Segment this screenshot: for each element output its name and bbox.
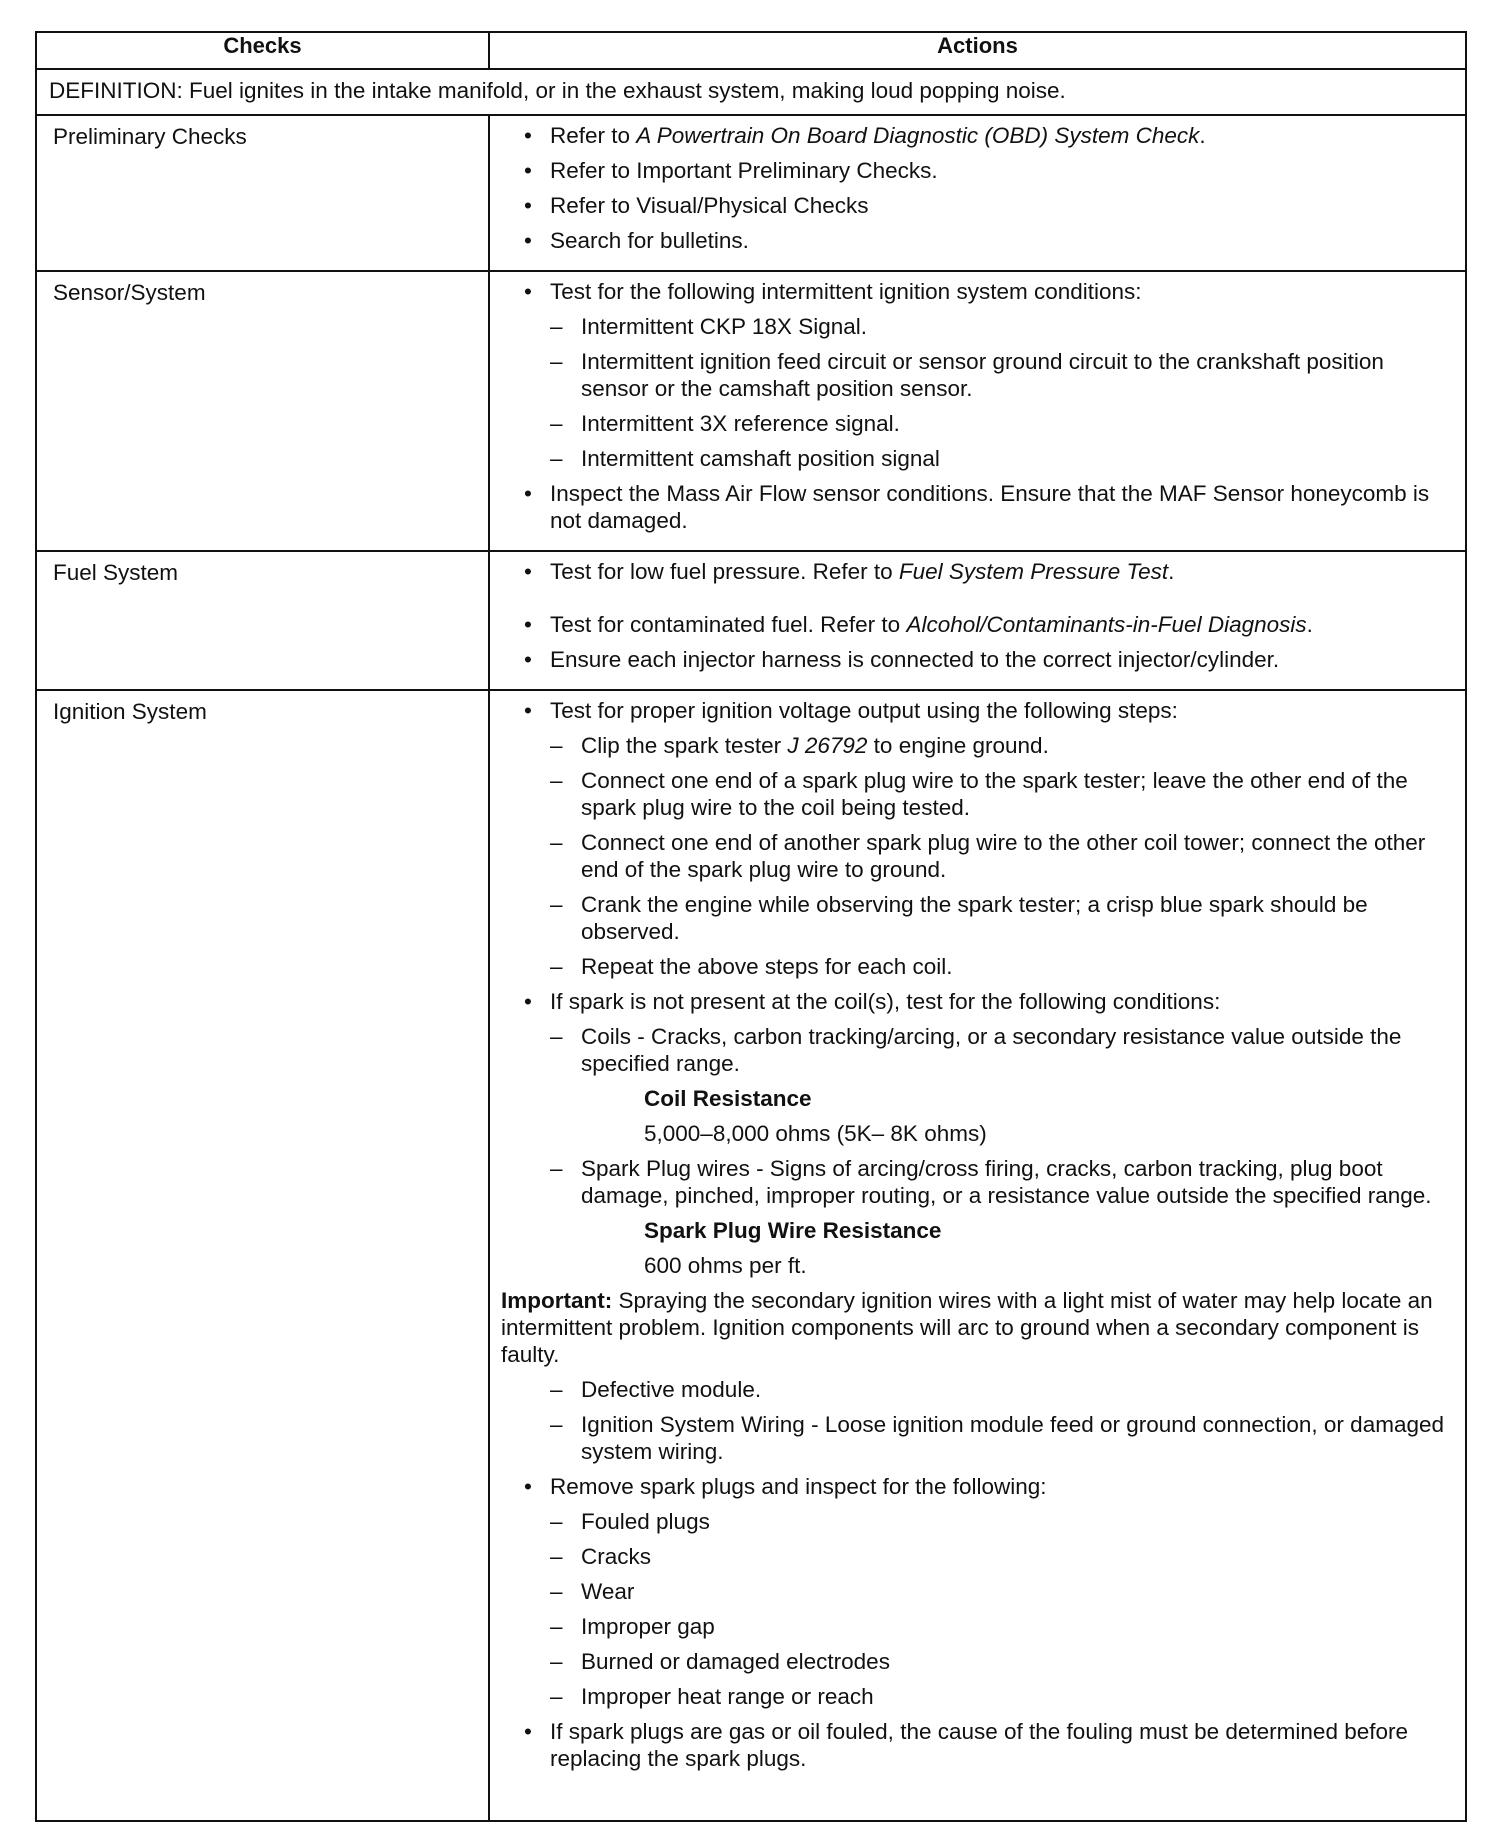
dash-icon: – xyxy=(550,349,563,374)
dash-icon: – xyxy=(550,1579,563,1604)
item-text: Test for low fuel pressure. Refer to xyxy=(550,559,899,584)
item-text: Spraying the secondary ignition wires with a light mist of water may help locate an intermittent problem. Ignition components will arc to ground when a secondary component is faulty. xyxy=(501,1288,1433,1367)
dash-icon: – xyxy=(550,954,563,979)
bullet-icon: • xyxy=(524,158,532,183)
bullet-item xyxy=(490,227,1449,254)
dash-item xyxy=(490,348,1449,402)
bullet-icon: • xyxy=(524,193,532,218)
bullet-icon: • xyxy=(524,559,532,584)
check-row xyxy=(36,690,1466,1821)
bullet-icon: • xyxy=(524,647,532,672)
item-text: If spark is not present at the coil(s), test for the following conditions: xyxy=(550,989,1221,1014)
header-row xyxy=(36,32,1466,69)
item-text: Spark Plug wires - Signs of arcing/cross firing, cracks, carbon tracking, plug boot damage, pinched, improper routing, or a resistance value outside the specified range. xyxy=(581,1156,1432,1208)
bullet-icon: • xyxy=(524,1719,532,1744)
reference-title: Alcohol/Contaminants-in-Fuel Diagnosis xyxy=(906,612,1307,637)
bullet-item xyxy=(490,192,1449,219)
important-label: Important: xyxy=(501,1288,613,1313)
bullet-icon: • xyxy=(524,123,532,148)
check-name: Sensor/System xyxy=(36,271,489,551)
dash-item xyxy=(490,1648,1449,1675)
dash-icon: – xyxy=(550,1649,563,1674)
item-text: Coil Resistance xyxy=(644,1086,812,1111)
item-text-suffix: . xyxy=(1199,123,1206,148)
item-text: Clip the spark tester xyxy=(581,733,788,758)
item-text: If spark plugs are gas or oil fouled, the cause of the fouling must be determined before replacing the spark plugs. xyxy=(550,1719,1409,1771)
item-text-suffix: . xyxy=(1306,612,1313,637)
item-text: Intermittent ignition feed circuit or sensor ground circuit to the crankshaft position sensor or the camshaft position sensor. xyxy=(581,349,1384,401)
check-name: Ignition System xyxy=(36,690,489,1821)
item-text: Refer to Visual/Physical Checks xyxy=(550,193,869,218)
item-text: Intermittent camshaft position signal xyxy=(581,446,940,471)
definition-text: DEFINITION: Fuel ignites in the intake manifold, or in the exhaust system, making loud popping noise. xyxy=(36,69,1466,115)
bullet-item xyxy=(490,558,1449,585)
dash-icon: – xyxy=(550,1377,563,1402)
bullet-item xyxy=(490,157,1449,184)
dash-icon: – xyxy=(550,1024,563,1049)
dash-icon: – xyxy=(550,830,563,855)
diagnostic-table xyxy=(35,31,1467,1822)
item-text: Crank the engine while observing the spark tester; a crisp blue spark should be observed. xyxy=(581,892,1368,944)
reference-title: Fuel System Pressure Test xyxy=(898,559,1169,584)
actions-column-header: Actions xyxy=(489,32,1466,69)
dash-icon: – xyxy=(550,1544,563,1569)
dash-icon: – xyxy=(550,314,563,339)
item-text-suffix: to engine ground. xyxy=(867,733,1049,758)
actions-cell xyxy=(489,690,1466,1821)
check-name: Preliminary Checks xyxy=(36,115,489,271)
bullet-item xyxy=(490,122,1449,149)
item-text: Refer to xyxy=(550,123,637,148)
bullet-icon: • xyxy=(524,481,532,506)
check-row xyxy=(36,115,1466,271)
item-text-suffix: . xyxy=(1168,559,1175,584)
dash-item xyxy=(490,1411,1449,1465)
item-text: Ignition System Wiring - Loose ignition module feed or ground connection, or damaged system wiring. xyxy=(581,1412,1444,1464)
item-text: Inspect the Mass Air Flow sensor conditions. Ensure that the MAF Sensor honeycomb is not damaged. xyxy=(550,481,1430,533)
spec-heading xyxy=(490,1217,1449,1244)
dash-icon: – xyxy=(550,1412,563,1437)
spec-value xyxy=(490,1252,1449,1279)
actions-cell xyxy=(489,551,1466,690)
item-text: Refer to Important Preliminary Checks. xyxy=(550,158,938,183)
bullet-item xyxy=(490,1473,1449,1500)
dash-item xyxy=(490,1578,1449,1605)
dash-item xyxy=(490,1155,1449,1209)
bullet-icon: • xyxy=(524,612,532,637)
bullet-item xyxy=(490,480,1449,534)
dash-item xyxy=(490,1683,1449,1710)
dash-item xyxy=(490,1543,1449,1570)
item-text: Connect one end of a spark plug wire to the spark tester; leave the other end of the spark plug wire to the coil being tested. xyxy=(581,768,1408,820)
item-text: Connect one end of another spark plug wire to the other coil tower; connect the other end of the spark plug wire to ground. xyxy=(581,830,1426,882)
bullet-icon: • xyxy=(524,228,532,253)
bullet-icon: • xyxy=(524,698,532,723)
bullet-icon: • xyxy=(524,1474,532,1499)
dash-item xyxy=(490,1376,1449,1403)
dash-item xyxy=(490,410,1449,437)
spec-value xyxy=(490,1120,1449,1147)
item-text: Cracks xyxy=(581,1544,652,1569)
item-text: 600 ohms per ft. xyxy=(644,1253,807,1278)
item-text: Repeat the above steps for each coil. xyxy=(581,954,953,979)
dash-item xyxy=(490,313,1449,340)
dash-item xyxy=(490,732,1449,759)
dash-item xyxy=(490,1023,1449,1077)
check-name: Fuel System xyxy=(36,551,489,690)
dash-icon: – xyxy=(550,1509,563,1534)
reference-title: A Powertrain On Board Diagnostic (OBD) System Check xyxy=(636,123,1200,148)
item-text: Search for bulletins. xyxy=(550,228,749,253)
item-text: Intermittent CKP 18X Signal. xyxy=(581,314,867,339)
item-text: Fouled plugs xyxy=(581,1509,710,1534)
dash-item xyxy=(490,953,1449,980)
spec-heading xyxy=(490,1085,1449,1112)
item-text: Remove spark plugs and inspect for the following: xyxy=(550,1474,1047,1499)
dash-item xyxy=(490,767,1449,821)
bullet-item xyxy=(490,697,1449,724)
important-note xyxy=(490,1287,1449,1368)
dash-item xyxy=(490,829,1449,883)
item-text: Test for contaminated fuel. Refer to xyxy=(550,612,907,637)
bullet-item xyxy=(490,611,1449,638)
bullet-item xyxy=(490,988,1449,1015)
definition-row xyxy=(36,69,1466,115)
dash-icon: – xyxy=(550,1684,563,1709)
item-text: Coils - Cracks, carbon tracking/arcing, or a secondary resistance value outside the specified range. xyxy=(581,1024,1402,1076)
item-text: Ensure each injector harness is connected to the correct injector/cylinder. xyxy=(550,647,1280,672)
dash-item xyxy=(490,1613,1449,1640)
item-text: Defective module. xyxy=(581,1377,762,1402)
dash-item xyxy=(490,1508,1449,1535)
checks-column-header: Checks xyxy=(36,32,489,69)
dash-icon: – xyxy=(550,733,563,758)
dash-icon: – xyxy=(550,411,563,436)
bullet-item xyxy=(490,1718,1449,1772)
item-text: 5,000–8,000 ohms (5K– 8K ohms) xyxy=(644,1121,987,1146)
bullet-icon: • xyxy=(524,279,532,304)
dash-icon: – xyxy=(550,1156,563,1181)
item-text: Burned or damaged electrodes xyxy=(581,1649,890,1674)
dash-item xyxy=(490,445,1449,472)
dash-item xyxy=(490,891,1449,945)
item-text: Wear xyxy=(581,1579,635,1604)
item-text: Intermittent 3X reference signal. xyxy=(581,411,900,436)
dash-icon: – xyxy=(550,892,563,917)
reference-title: J 26792 xyxy=(787,733,868,758)
item-text: Test for proper ignition voltage output using the following steps: xyxy=(550,698,1178,723)
item-text: Test for the following intermittent ignition system conditions: xyxy=(550,279,1142,304)
dash-icon: – xyxy=(550,1614,563,1639)
actions-cell xyxy=(489,115,1466,271)
check-row xyxy=(36,551,1466,690)
dash-icon: – xyxy=(550,446,563,471)
actions-cell xyxy=(489,271,1466,551)
bullet-item xyxy=(490,278,1449,305)
bullet-item xyxy=(490,646,1449,673)
item-text: Improper heat range or reach xyxy=(581,1684,874,1709)
dash-icon: – xyxy=(550,768,563,793)
item-text: Spark Plug Wire Resistance xyxy=(644,1218,942,1243)
check-row xyxy=(36,271,1466,551)
item-text: Improper gap xyxy=(581,1614,715,1639)
bullet-icon: • xyxy=(524,989,532,1014)
